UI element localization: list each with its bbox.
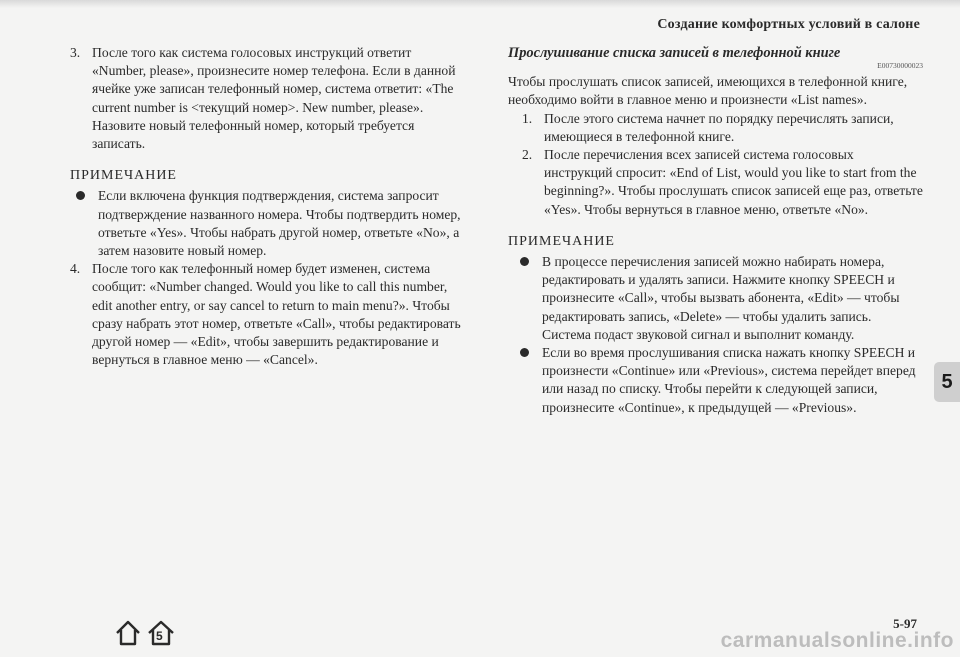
item-number: 1. [522,110,533,126]
chapter-tab[interactable]: 5 [934,362,960,402]
chapter-icon-label: 5 [156,629,163,643]
right-column [508,44,923,417]
item-text: После этого система начнет по порядку перечислять записи, имеющиеся в телефонной книге. [544,110,894,144]
note-bullet [508,344,923,417]
note-bullet [508,253,923,344]
bullet-dot-icon [520,257,529,266]
bullet-dot-icon [520,348,529,357]
intro-paragraph: Чтобы прослушать список записей, имеющихся в телефонной книге, необходимо войти в главное меню и произнести «List names». [508,74,908,108]
top-band [0,0,960,8]
note-text: Если во время прослушивания списка нажать кнопку SPEECH и произнести «Continue» или «Previous», система перейдет вперед или назад по списку. Чтобы перейти к следующей записи, произнесите «Continue», к предыдущей — «Previous». [542,345,916,415]
watermark: carmanualsonline.info [720,629,954,652]
home-icon[interactable] [114,619,142,652]
item-number: 2. [522,147,533,163]
bullet-dot-icon [76,191,85,200]
list-item-4 [70,260,465,369]
running-header: Создание комфортных условий в салоне [657,17,920,32]
item-number: 3. [70,45,81,60]
left-column [70,44,465,369]
note-text: Если включена функция подтверждения, система запросит подтверждение названного номера. Чтобы подтвердить номер, ответьте «Yes». Чтобы набрать другой номер, ответьте «No», а затем назовите новый номер. [98,188,461,259]
note-text: В процессе перечисления записей можно набирать номера, редактировать и удалять записи. Нажмите кнопку SPEECH и произнесите «Call», чтобы вызвать абонента, «Edit» — чтобы редактировать запись, «Delete» — чтобы удалить запись. Система подаст звуковой сигнал и выполнит команду. [542,254,900,342]
section-code: E00730000023 [877,61,923,71]
nav-icons [114,619,176,652]
section-title: Прослушивание списка записей в телефонной книге [508,45,841,61]
right-list [508,110,923,219]
note-heading: ПРИМЕЧАНИЕ [70,168,177,184]
list-item-2 [522,146,923,219]
item-text: После того как система голосовых инструкций ответит «Number, please», произнесите номер телефона. Если в данной ячейке уже записан телефонный номер, система ответит: «The current number is <текущий номер>. New number, please». Назовите новый телефонный номер, который требуется записать. [92,45,456,152]
list-item-3 [70,44,465,153]
item-text: После перечисления всех записей система голосовых инструкций спросит: «End of List, would you like to start from the beginning?». Чтобы прослушать список записей еще раз, ответьте «Yes». Чтобы вернуться в главное меню, ответьте «No». [544,147,923,217]
list-item-1 [522,110,923,146]
note-bullet [70,187,465,260]
item-text: После того как телефонный номер будет изменен, система сообщит: «Number changed. Would you like to call this number, edit another entry, or say cancel to return to main menu?». Чтобы сразу набрать этот номер, ответьте «Call», чтобы редактировать другой номер — «Edit», чтобы завершить редактирование и вернуться в главное меню — «Cancel». [92,261,461,368]
chapter-home-icon[interactable] [146,619,176,647]
item-number: 4. [70,261,81,277]
note-heading: ПРИМЕЧАНИЕ [508,233,615,249]
page-number: 5-97 [893,616,917,631]
